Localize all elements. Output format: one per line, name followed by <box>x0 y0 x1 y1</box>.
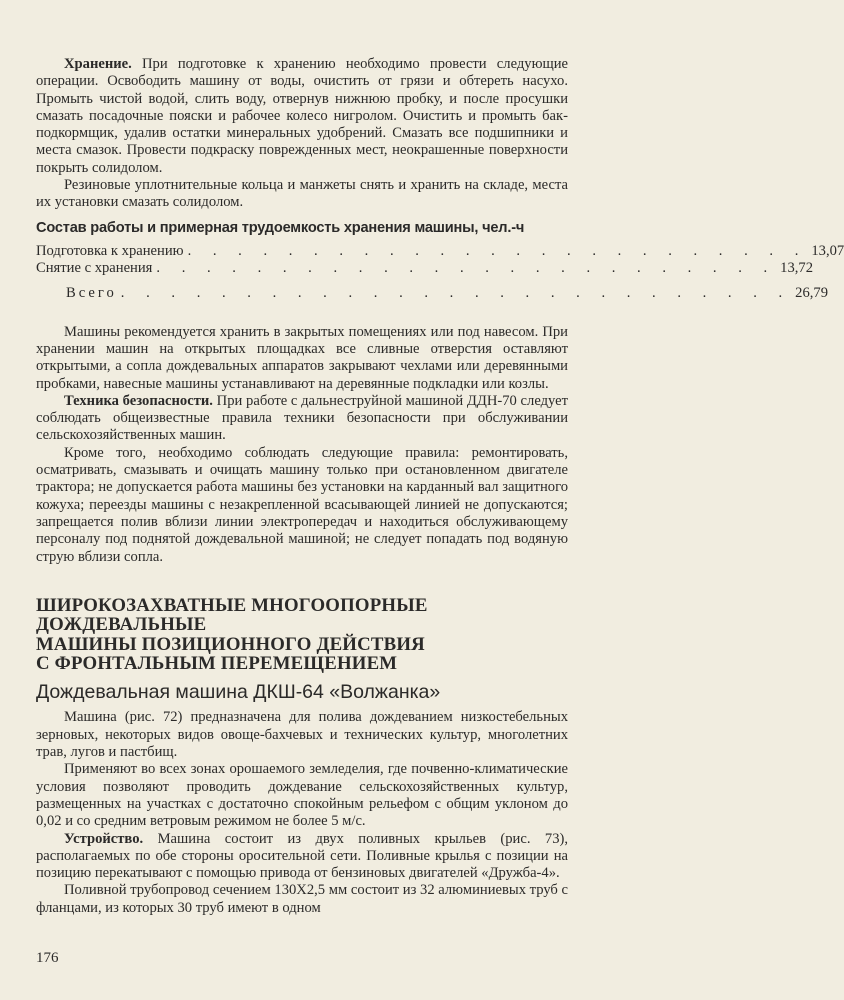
safety-text: При работе с дальнеструйной машиной ДДН-70 следует соблюдать общеизвестные правила техники безопасности при обслуживании сельскохозяйственных машин. <box>36 392 568 444</box>
machine-paragraph-2: Применяют во всех зонах орошаемого земледелия, где почвенно-климатические условия позволяют проводить дождевание сельскохозяйственных культур, размещенных на участках с достаточно спокойным рельефом с общим уклоном до 0,02 и со средним ветровым режимом не более 5 м/с. <box>36 761 568 830</box>
section-heading-line: МАШИНЫ ПОЗИЦИОННОГО ДЕЙСТВИЯ <box>36 633 425 655</box>
device-label: Устройство. <box>64 830 144 847</box>
machine-paragraph-1: Машина (рис. 72) предназначена для полива дождеванием низкостебельных зерновых, некоторых видов овоще-бахчевых и технических культур, многолетних трав, лугов и пастбищ. <box>36 709 568 761</box>
labor-row-removal <box>36 259 814 277</box>
machine-subheading: Дождевальная машина ДКШ-64 «Волжанка» <box>36 681 441 704</box>
labor-row-value: 13,72 <box>780 259 814 276</box>
section-heading-line: С ФРОНТАЛЬНЫМ ПЕРЕМЕЩЕНИЕМ <box>36 653 398 675</box>
storage-text: При подготовке к хранению необходимо провести следующие операции. Освободить машину от воды, очистить от грязи и обтереть насухо. Промыть чистой водой, слить воду, отвернув нижнюю пробку, и после просушки смазать посадочные пояски и рабочее колесо нигролом. Очистить и промыть бак-подкормщик, удалив остатки минеральных удобрений. Смазать все подшипники и места смазок. Провести подкраску поврежденных мест, неокрашенные поверхности покрыть солидолом. <box>36 56 569 176</box>
labor-row-preparation <box>36 242 844 260</box>
section-heading-line: ШИРОКОЗАХВАТНЫЕ МНОГООПОРНЫЕ ДОЖДЕВАЛЬНЫЕ <box>36 594 428 636</box>
spacer <box>36 302 568 324</box>
safety-paragraph-2: Кроме того, необходимо соблюдать следующие правила: ремонтировать, осматривать, смазывать и очищать машину только при остановленном двигателе трактора; не допускается работа машины без установки на карданный вал защитного кожуха; переезды машины с незакрепленной всасывающей линией не допускаются; запрещается полив вблизи линии электропередач и находиться обслуживающему персоналу под поднятой дождевальной машиной; не следует попадать под водяную струю вблизи сопла. <box>36 444 568 565</box>
storage-label: Хранение. <box>64 56 132 72</box>
dot-leader: . . . . . . . . . . . . . . . . . . . . . . . . . . . <box>120 284 792 301</box>
device-paragraph <box>36 831 568 883</box>
dot-leader: . . . . . . . . . . . . . . . . . . . . . . . . . <box>156 259 777 276</box>
labor-row-name: Снятие с хранения <box>36 259 153 276</box>
safety-label: Техника безопасности. <box>64 392 213 409</box>
device-text: Машина состоит из двух поливных крыльев (рис. 73), располагаемых по обе стороны оросительной сети. Поливные крылья с позиции на позицию перекатывают с помощью привода от бензиновых двигателей «Дружба-4». <box>36 830 568 882</box>
labor-row-name: Подготовка к хранению <box>36 242 184 259</box>
storage-paragraph-3: Машины рекомендуется хранить в закрытых помещениях или под навесом. При хранении машин на открытых площадках все сливные отверстия оставляют открытыми, а сопла дождевальных аппаратов закрывают чехлами или деревянными пробками, навесные машины устанавливают на деревянные подкладки или козлы. <box>36 323 568 392</box>
safety-paragraph <box>36 393 568 445</box>
labor-table-title: Состав работы и примерная трудоемкость хранения машины, чел.-ч <box>36 219 525 236</box>
dot-leader: . . . . . . . . . . . . . . . . . . . . . . . . . <box>187 242 808 259</box>
labor-total-value: 26,79 <box>795 284 829 301</box>
section-heading <box>36 596 568 674</box>
page-content <box>36 56 844 917</box>
device-paragraph-2: Поливной трубопровод сечением 130Х2,5 мм состоит из 32 алюминиевых труб с фланцами, из которых 30 труб имеют в одном <box>36 882 568 916</box>
storage-paragraph-2: Резиновые уплотнительные кольца и манжеты снять и хранить на складе, места их установки смазать солидолом. <box>36 177 568 211</box>
labor-row-total <box>36 284 829 302</box>
page-number: 176 <box>36 950 59 966</box>
storage-paragraph <box>36 56 568 177</box>
labor-total-name: Всего <box>66 284 117 301</box>
labor-row-value: 13,07 <box>811 242 844 259</box>
